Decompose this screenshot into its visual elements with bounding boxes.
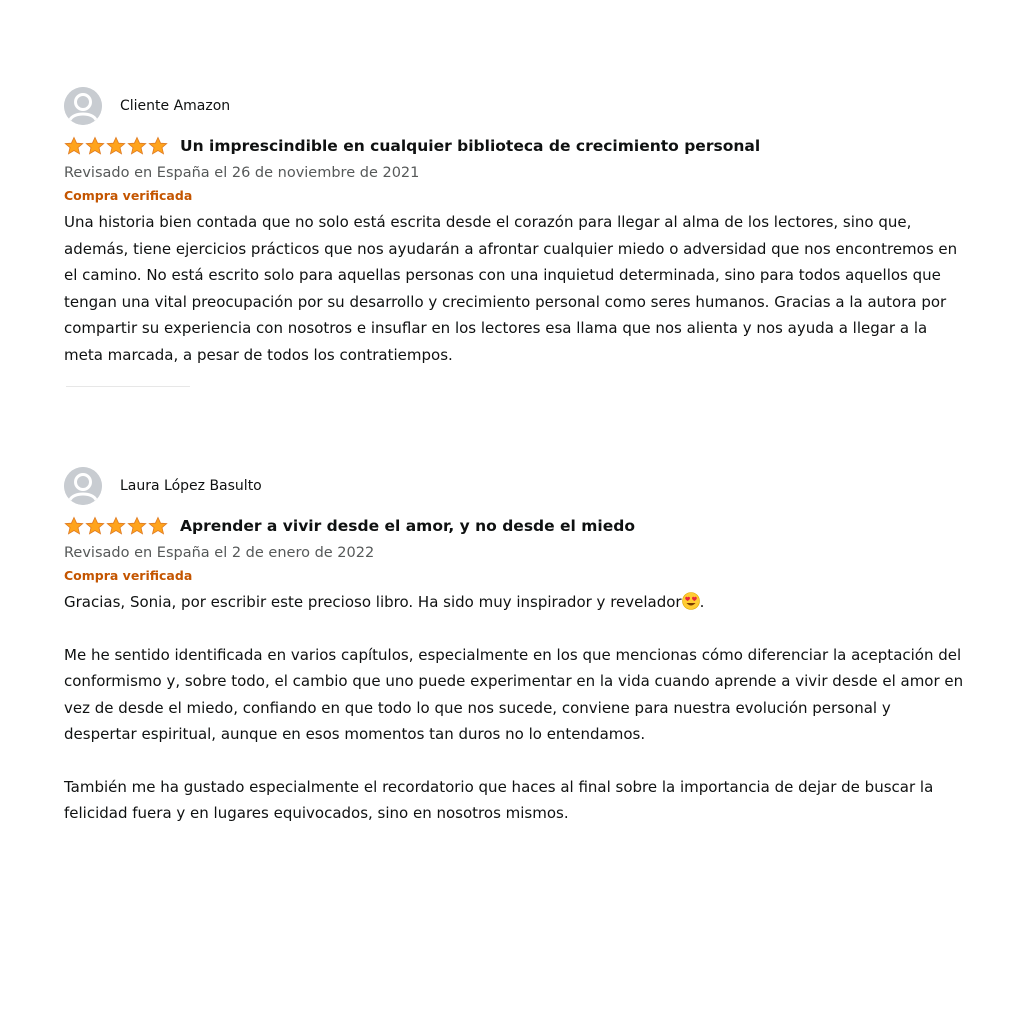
star-icon [106, 136, 126, 156]
user-avatar-icon [64, 87, 102, 125]
review-body [64, 589, 964, 827]
review-paragraph: También me ha gustado especialmente el recordatorio que haces al final sobre la importancia de dejar de buscar la felicidad fuera y en lugares equivocados, sino en nosotros mismos. [64, 777, 934, 822]
review-title[interactable]: Aprender a vivir desde el amor, y no desde el miedo [180, 517, 635, 535]
review-card [64, 86, 964, 368]
star-icon [127, 516, 147, 536]
review-paragraph: Una historia bien contada que no solo está escrita desde el corazón para llegar al alma de los lectores, sino que, además, tiene ejercicios prácticos que nos ayudarán a afrontar cualquier miedo o adversidad que nos encontremos en el camino. No está escrito solo para aquellas personas con una inquietud determinada, sino para todos aquellos que tengan una vital preocupación por su desarrollo y crecimiento personal como seres humanos. Gracias a la autora por compartir su experiencia con nosotros e insuflar en los lectores esa llama que nos alienta y nos ayuda a llegar a la meta marcada, a pesar de todos los contratiempos. [64, 213, 958, 364]
review-card [64, 466, 964, 827]
review-paragraph: Me he sentido identificada en varios capítulos, especialmente en los que mencionas cómo diferenciar la aceptación del conformismo y, sobre todo, el cambio que uno puede experimentar en la vida cuando aprende a vivir desde el amor en vez de desde el miedo, confiando en que todo lo que nos sucede, conviene para nuestra evolución personal y despertar espiritual, aunque en esos momentos tan duros no lo entendamos. [64, 645, 964, 743]
star-icon [106, 516, 126, 536]
review-paragraph-text: Gracias, Sonia, por escribir este precioso libro. Ha sido muy inspirador y revelador [64, 593, 682, 611]
review-paragraph-end: . [699, 593, 705, 611]
review-title-row [64, 134, 964, 158]
user-avatar-icon [64, 467, 102, 505]
star-icon [64, 516, 84, 536]
heart-eyes-emoji-icon [682, 592, 700, 610]
star-icon [148, 516, 168, 536]
review-paragraph [64, 589, 964, 616]
reviewer-name[interactable]: Cliente Amazon [120, 98, 231, 114]
review-date: Revisado en España el 26 de noviembre de 2021 [64, 165, 420, 181]
reviewer-profile[interactable] [64, 86, 964, 126]
star-rating[interactable] [64, 136, 168, 156]
star-rating[interactable] [64, 516, 168, 536]
review-title-row [64, 514, 964, 538]
star-icon [85, 136, 105, 156]
review-divider [66, 386, 190, 387]
reviewer-name[interactable]: Laura López Basulto [120, 478, 262, 494]
review-title[interactable]: Un imprescindible en cualquier biblioteca de crecimiento personal [180, 137, 761, 155]
reviewer-profile[interactable] [64, 466, 964, 506]
star-icon [85, 516, 105, 536]
star-icon [64, 136, 84, 156]
verified-purchase-badge[interactable]: Compra verificada [64, 188, 193, 203]
verified-purchase-badge[interactable]: Compra verificada [64, 568, 193, 583]
star-icon [148, 136, 168, 156]
star-icon [127, 136, 147, 156]
review-date: Revisado en España el 2 de enero de 2022 [64, 545, 375, 561]
review-body [64, 209, 964, 368]
